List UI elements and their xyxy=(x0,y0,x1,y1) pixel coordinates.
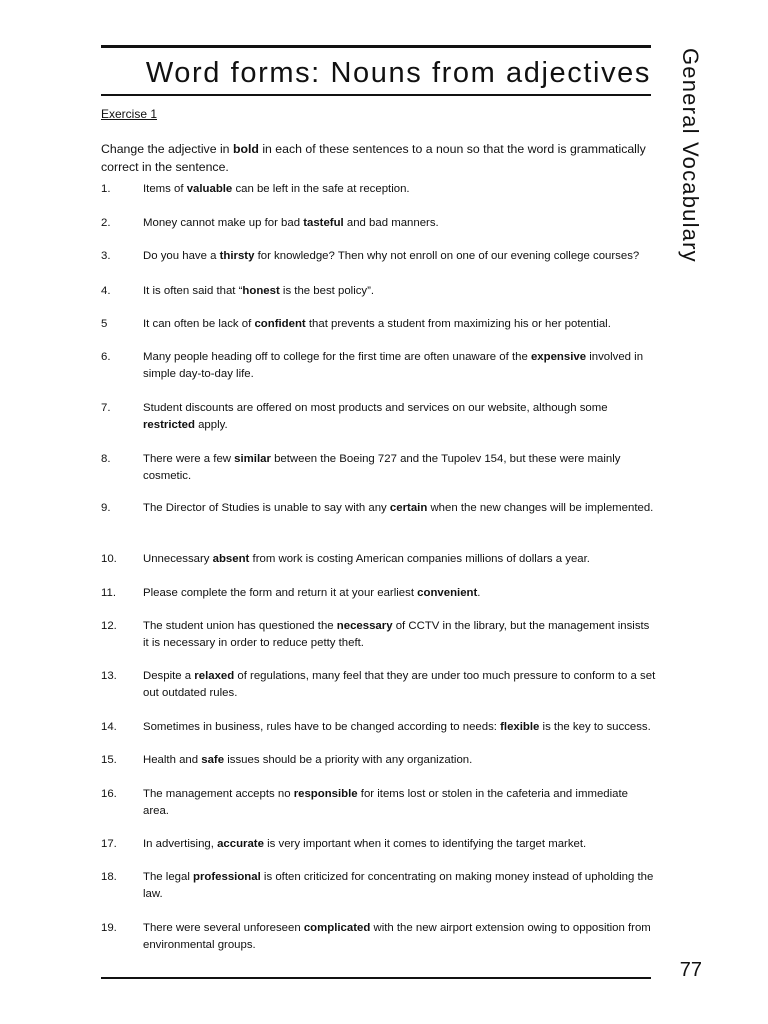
question-number: 16. xyxy=(101,788,117,800)
question-text-part: Despite a xyxy=(143,670,195,682)
question-number: 4. xyxy=(101,285,111,297)
question-item xyxy=(101,786,656,820)
question-item xyxy=(101,869,656,903)
question-text-part: when the new changes will be implemented. xyxy=(427,502,654,514)
target-adjective: tasteful xyxy=(303,217,344,229)
instructions xyxy=(101,140,661,176)
question-text-part: Please complete the form and return it at your earliest xyxy=(143,587,418,599)
question-item xyxy=(101,836,656,853)
target-adjective: confident xyxy=(254,318,306,330)
question-text xyxy=(143,786,656,820)
question-text xyxy=(143,349,656,383)
question-text xyxy=(143,551,656,568)
exercise-label: Exercise 1 xyxy=(101,107,158,121)
target-adjective: accurate xyxy=(217,838,264,850)
target-adjective: expensive xyxy=(530,351,587,363)
question-text xyxy=(143,752,656,769)
question-text-part: The Director of Studies is unable to say with any xyxy=(143,502,390,514)
target-adjective: certain xyxy=(389,502,428,514)
question-number: 6. xyxy=(101,351,111,363)
question-text-part: Student discounts are offered on most products and services on our website, although some xyxy=(143,402,608,414)
question-item xyxy=(101,248,656,265)
target-adjective: relaxed xyxy=(194,670,235,682)
question-text-part: It can often be lack of xyxy=(143,318,255,330)
title-underline-rule xyxy=(101,94,651,96)
question-item xyxy=(101,283,656,300)
question-text-part: There were several unforeseen xyxy=(143,922,304,934)
target-adjective: flexible xyxy=(500,721,540,733)
target-adjective: thirsty xyxy=(219,250,255,262)
target-adjective: similar xyxy=(234,453,271,465)
target-adjective: restricted xyxy=(143,419,195,431)
target-adjective: complicated xyxy=(303,922,371,934)
question-text xyxy=(143,451,656,485)
question-item xyxy=(101,551,656,568)
question-text-part: Do you have a xyxy=(143,250,220,262)
question-item xyxy=(101,400,656,434)
question-text-part: between the Boeing 727 and the Tupolev 154, but these were mainly cosmetic. xyxy=(143,453,621,482)
question-number: 13. xyxy=(101,670,117,682)
question-text xyxy=(143,248,656,265)
question-text-part: is very important when it comes to identifying the target market. xyxy=(263,838,587,850)
question-text-part: for items lost or stolen in the cafeteria and immediate area. xyxy=(143,788,628,817)
instructions-part: Change the adjective in xyxy=(101,142,233,156)
question-text-part: apply. xyxy=(194,419,228,431)
question-text xyxy=(143,920,656,954)
question-number: 10. xyxy=(101,553,117,565)
question-text-part: can be left in the safe at reception. xyxy=(232,183,410,195)
question-text-part: The management accepts no xyxy=(143,788,294,800)
question-text-part: for knowledge? Then why not enroll on one of our evening college courses? xyxy=(254,250,640,262)
question-item xyxy=(101,618,656,652)
question-number: 17. xyxy=(101,838,117,850)
question-text xyxy=(143,500,656,517)
question-text xyxy=(143,316,656,333)
target-adjective: safe xyxy=(201,754,225,766)
question-item xyxy=(101,668,656,702)
question-item xyxy=(101,500,656,517)
question-number: 18. xyxy=(101,871,117,883)
target-adjective: honest xyxy=(242,285,280,297)
instructions-part-bold: bold xyxy=(232,142,259,156)
question-text xyxy=(143,181,656,198)
question-text xyxy=(143,585,656,602)
side-label-text: General Vocabulary xyxy=(678,48,703,263)
question-item xyxy=(101,585,656,602)
question-text-part: Sometimes in business, rules have to be changed according to needs: xyxy=(143,721,501,733)
question-text-part: involved in simple day-to-day life. xyxy=(143,351,644,380)
question-number: 9. xyxy=(101,502,111,514)
question-number: 5 xyxy=(101,318,108,330)
question-text xyxy=(143,668,656,702)
question-text-part: In advertising, xyxy=(143,838,218,850)
question-number: 7. xyxy=(101,402,111,414)
section-side-label xyxy=(676,46,706,263)
question-text-part: is the best policy”. xyxy=(279,285,375,297)
question-number: 11. xyxy=(101,587,116,599)
page-title: Word forms: Nouns from adjectives xyxy=(145,57,651,89)
question-text-part: . xyxy=(477,587,481,599)
question-number: 2. xyxy=(101,217,111,229)
question-text-part: from work is costing American companies millions of dollars a year. xyxy=(249,553,590,565)
question-text-part: Health and xyxy=(143,754,202,766)
top-rule xyxy=(101,45,651,48)
question-text-part: Unnecessary xyxy=(143,553,213,565)
target-adjective: responsible xyxy=(293,788,358,800)
question-text-part: Items of xyxy=(143,183,187,195)
question-text-part: that prevents a student from maximizing his or her potential. xyxy=(305,318,611,330)
question-text-part: is the key to success. xyxy=(539,721,651,733)
question-number: 8. xyxy=(101,453,111,465)
question-number: 14. xyxy=(101,721,117,733)
question-text-part: and bad manners. xyxy=(343,217,439,229)
question-item xyxy=(101,752,656,769)
question-number: 1. xyxy=(101,183,111,195)
question-number: 3. xyxy=(101,250,111,262)
question-number: 12. xyxy=(101,620,117,632)
question-item xyxy=(101,181,656,198)
question-text-part: It is often said that “ xyxy=(143,285,243,297)
target-adjective: professional xyxy=(193,871,261,883)
question-number: 15. xyxy=(101,754,117,766)
question-text-part: The legal xyxy=(143,871,194,883)
question-text xyxy=(143,719,656,736)
question-text-part: Money cannot make up for bad xyxy=(143,217,304,229)
question-item xyxy=(101,451,656,485)
question-item xyxy=(101,316,656,333)
question-text xyxy=(143,836,656,853)
question-text-part: of CCTV in the library, but the management insists it is necessary in order to reduce petty theft. xyxy=(143,620,650,649)
question-text-part: with the new airport extension owing to opposition from environmental groups. xyxy=(143,922,651,951)
target-adjective: absent xyxy=(212,553,250,565)
question-text xyxy=(143,618,656,652)
question-item xyxy=(101,920,656,954)
question-item xyxy=(101,719,656,736)
page-number: 77 xyxy=(679,959,702,981)
question-text xyxy=(143,215,656,232)
question-text-part: issues should be a priority with any organization. xyxy=(224,754,473,766)
question-item xyxy=(101,215,656,232)
target-adjective: necessary xyxy=(336,620,393,632)
question-text xyxy=(143,869,656,903)
target-adjective: convenient xyxy=(417,587,478,599)
instructions-part: in each of these sentences to a noun so that the word is grammatically correct in the sentence. xyxy=(101,142,646,174)
question-text xyxy=(143,283,656,300)
question-text-part: Many people heading off to college for the first time are often unaware of the xyxy=(143,351,531,363)
question-text-part: is often criticized for concentrating on making money instead of upholding the law. xyxy=(143,871,654,900)
question-number: 19. xyxy=(101,922,117,934)
question-text-part: There were a few xyxy=(143,453,235,465)
question-text-part: The student union has questioned the xyxy=(143,620,337,632)
target-adjective: valuable xyxy=(186,183,233,195)
bottom-rule xyxy=(101,977,651,979)
question-text xyxy=(143,400,656,434)
question-text-part: of regulations, many feel that they are under too much pressure to conform to a set out outdated rules. xyxy=(143,670,656,699)
question-item xyxy=(101,349,656,383)
